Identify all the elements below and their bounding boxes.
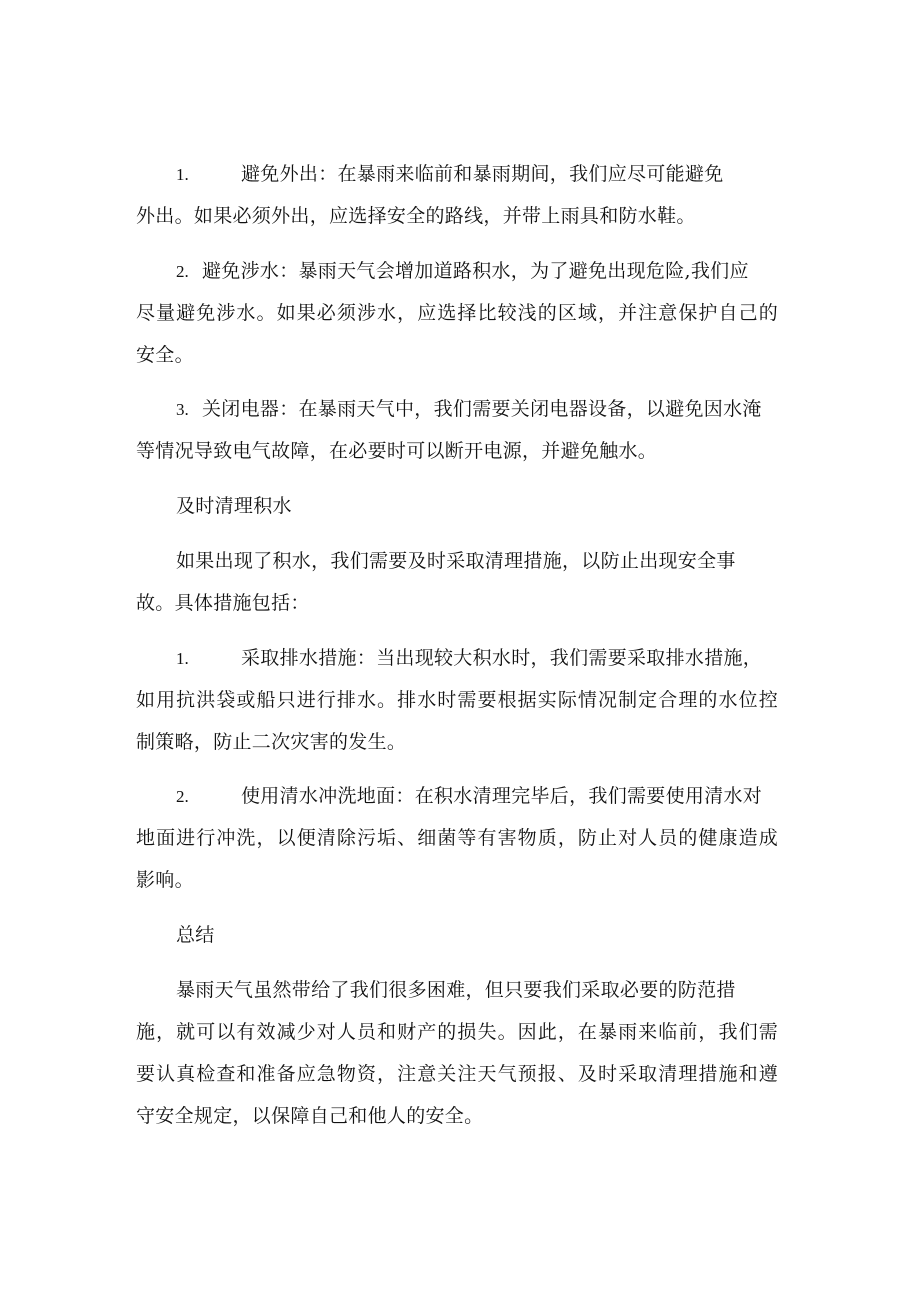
paragraph-line: 避免外出：在暴雨来临前和暴雨期间，我们应尽可能避免 xyxy=(241,163,724,185)
paragraph-line: 暴雨天气虽然带给了我们很多困难，但只要我们采取必要的防范措 xyxy=(176,979,736,1001)
section-heading-cleanup: 及时清理积水 xyxy=(176,495,292,517)
paragraph-line: 影响。 xyxy=(136,869,194,891)
paragraph-line: 故。具体措施包括： xyxy=(136,592,310,614)
section-heading-summary: 总结 xyxy=(176,924,215,946)
paragraph-line: 如用抗洪袋或船只进行排水。排水时需要根据实际情况制定合理的水位控 xyxy=(136,689,778,711)
paragraph-line: 避免涉水：暴雨天气会增加道路积水，为了避免出现危险,我们应 xyxy=(202,260,749,282)
list-number: 1. xyxy=(176,649,189,668)
list-number: 2. xyxy=(176,787,189,806)
paragraph-line: 守安全规定，以保障自己和他人的安全。 xyxy=(136,1105,484,1127)
paragraph-line: 等情况导致电气故障，在必要时可以断开电源，并避免触水。 xyxy=(136,440,658,462)
paragraph-line: 如果出现了积水，我们需要及时采取清理措施，以防止出现安全事 xyxy=(176,550,736,572)
paragraph-line: 关闭电器：在暴雨天气中，我们需要关闭电器设备，以避免因水淹 xyxy=(202,398,762,420)
paragraph-line: 制策略，防止二次灾害的发生。 xyxy=(136,731,407,753)
list-number: 1. xyxy=(176,165,189,184)
paragraph-line: 施，就可以有效减少对人员和财产的损失。因此，在暴雨来临前，我们需 xyxy=(136,1021,778,1043)
paragraph-line: 外出。如果必须外出，应选择安全的路线，并带上雨具和防水鞋。 xyxy=(136,205,696,227)
paragraph-line: 采取排水措施：当出现较大积水时，我们需要采取排水措施， xyxy=(241,647,763,669)
paragraph-line: 要认真检查和准备应急物资，注意关注天气预报、及时采取清理措施和遵 xyxy=(136,1063,778,1085)
list-number: 2. xyxy=(176,262,189,281)
paragraph-line: 使用清水冲洗地面：在积水清理完毕后，我们需要使用清水对 xyxy=(241,785,763,807)
list-number: 3. xyxy=(176,400,189,419)
paragraph-line: 尽量避免涉水。如果必须涉水，应选择比较浅的区域，并注意保护自己的 xyxy=(136,302,778,324)
paragraph-line: 地面进行冲洗，以便清除污垢、细菌等有害物质，防止对人员的健康造成 xyxy=(136,827,778,849)
paragraph-line: 安全。 xyxy=(136,344,194,366)
